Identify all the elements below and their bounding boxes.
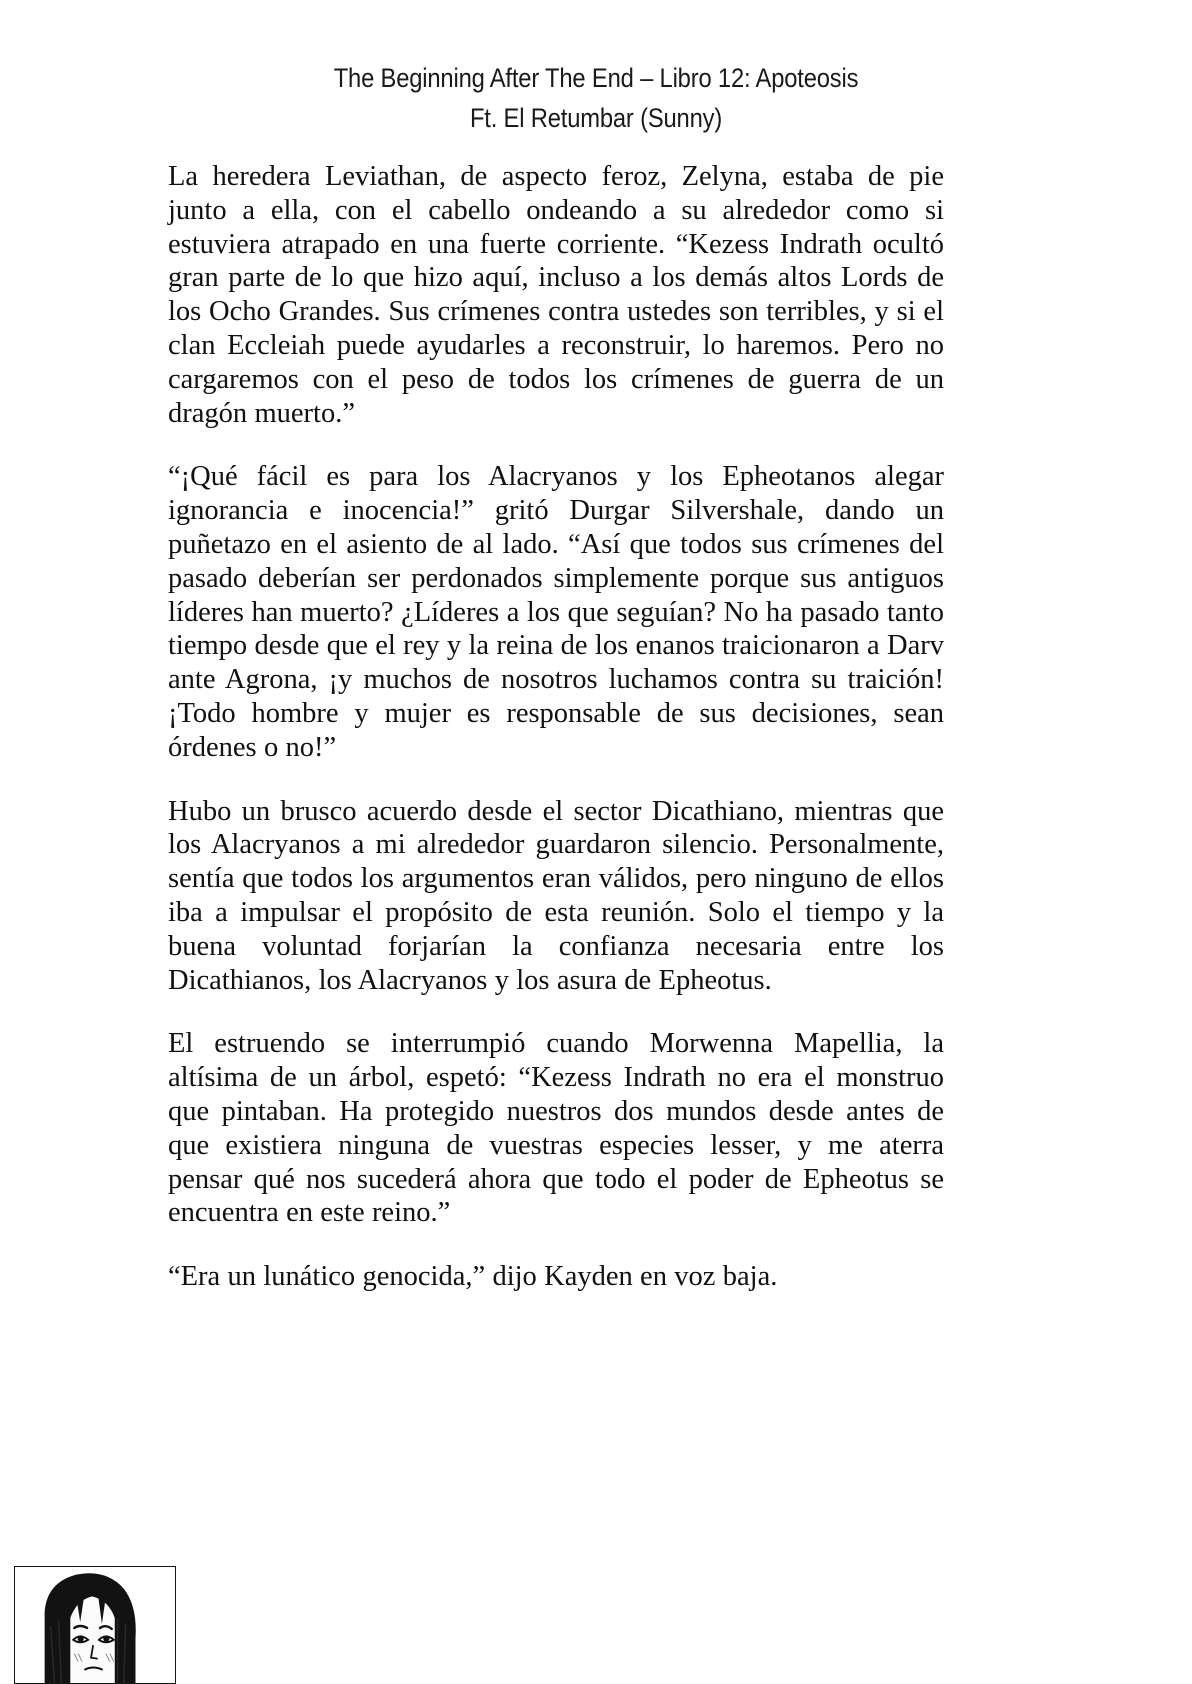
paragraph-5: “Era un lunático genocida,” dijo Kayden en voz baja. [168, 1261, 778, 1293]
page-header [72, 58, 1121, 138]
paragraph-1: La heredera Leviathan, de aspecto feroz, Zelyna, estaba de pie junto a ella, con el cabello ondeando a su alrededor como si estuviera atrapado en una fuerte corriente. “Kezess Indrath ocultó gran parte de lo que hizo aquí, incluso a los demás altos Lords de los Ocho Grandes. Sus crímenes contra ustedes son terribles, y si el clan Eccleiah puede ayudarles a reconstruir, lo haremos. Pero no cargaremos con el peso de todos los crímenes de guerra de un dragón muerto.” [168, 161, 944, 429]
body-text-column [168, 160, 944, 1294]
paragraph-2: “¡Qué fácil es para los Alacryanos y los Epheotanos alegar ignorancia e inocencia!” gritó Durgar Silvershale, dando un puñetazo en el asiento de al lado. “Así que todos sus crímenes del pasado deberían ser perdonados simplemente porque sus antiguos líderes han muerto? ¿Líderes a los que seguían? No ha pasado tanto tiempo desde que el rey y la reina de los enanos traicionaron a Darv ante Agrona, ¡y muchos de nosotros luchamos contra su traición! ¡Todo hombre y mujer es responsable de sus decisiones, sean órdenes o no!” [168, 461, 944, 763]
header-subtitle-line: Ft. El Retumbar (Sunny) [469, 103, 723, 133]
manga-panel-thumbnail [14, 1566, 176, 1684]
header-title-line: The Beginning After The End – Libro 12: Apoteosis [333, 63, 859, 93]
paragraph-4: El estruendo se interrumpió cuando Morwenna Mapellia, la altísima de un árbol, espetó: “Kezess Indrath no era el monstruo que pintaban. Ha protegido nuestros dos mundos desde antes de que existiera ninguna de vuestras especies lesser, y me aterra pensar qué nos sucederá ahora que todo el poder de Epheotus se encuentra en este reino.” [168, 1028, 944, 1229]
paragraph-3: Hubo un brusco acuerdo desde el sector Dicathiano, mientras que los Alacryanos a mi alrededor guardaron silencio. Personalmente, sentía que todos los argumentos eran válidos, pero ninguno de ellos iba a impulsar el propósito de esta reunión. Solo el tiempo y la buena voluntad forjarían la confianza necesaria entre los Dicathianos, los Alacryanos y los asura de Epheotus. [168, 795, 944, 996]
face-illustration-icon [15, 1567, 175, 1683]
